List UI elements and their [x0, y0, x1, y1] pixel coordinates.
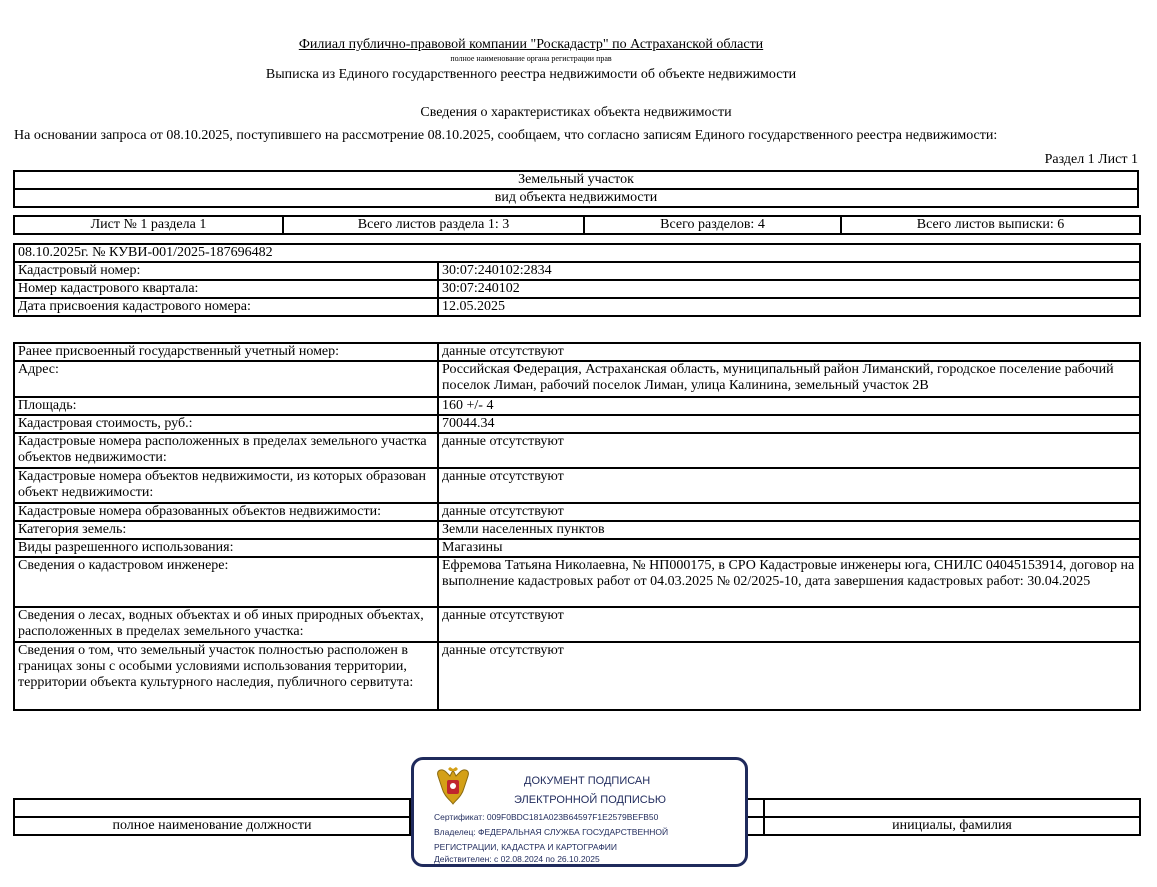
row-label: Сведения о том, что земельный участок полностью расположен в границах зоны с особыми условиями использования территории, территории объекта культурного наследия, публичного сервитута:: [14, 642, 438, 710]
table-row: [14, 361, 1140, 397]
table-row: [14, 557, 1140, 607]
row-label: Кадастровые номера объектов недвижимости, из которых образован объект недвижимости:: [14, 468, 438, 503]
row-value: 70044.34: [438, 415, 1140, 433]
stamp-owner: Владелец: ФЕДЕРАЛЬНАЯ СЛУЖБА ГОСУДАРСТВЕННОЙ: [434, 827, 669, 837]
position-caption: полное наименование должности: [14, 817, 410, 835]
electronic-signature-stamp: [411, 757, 748, 867]
watermark: [828, 735, 843, 789]
table-row: [14, 343, 1140, 361]
document-title: Выписка из Единого государственного реестра недвижимости об объекте недвижимости: [265, 67, 797, 82]
row-label: Кадастровые номера образованных объектов недвижимости:: [14, 503, 438, 521]
organization-caption: полное наименование органа регистрации прав: [450, 54, 612, 63]
cadastral-id-table: [13, 243, 1141, 317]
row-value: 160 +/- 4: [438, 397, 1140, 415]
object-type-caption: вид объекта недвижимости: [14, 189, 1138, 207]
row-value: данные отсутствуют: [438, 468, 1140, 503]
coat-of-arms-icon: [434, 766, 472, 806]
row-label: Адрес:: [14, 361, 438, 397]
stamp-subtitle: ЭЛЕКТРОННОЙ ПОДПИСЬЮ: [514, 794, 667, 806]
row-label: Сведения о кадастровом инженере:: [14, 557, 438, 607]
name-caption: инициалы, фамилия: [764, 817, 1140, 835]
object-type: Земельный участок: [14, 171, 1138, 189]
row-label: Кадастровые номера расположенных в пределах земельного участка объектов недвижимости:: [14, 433, 438, 468]
row-value: 30:07:240102:2834: [438, 262, 1140, 280]
section-sheet-label: Раздел 1 Лист 1: [1044, 152, 1138, 167]
row-label: Кадастровая стоимость, руб.:: [14, 415, 438, 433]
table-row: [14, 298, 1140, 316]
row-label: Виды разрешенного использования:: [14, 539, 438, 557]
row-value: Земли населенных пунктов: [438, 521, 1140, 539]
table-row: [14, 468, 1140, 503]
table-row: [14, 607, 1140, 642]
stamp-validity: Действителен: с 02.08.2024 по 26.10.2025: [434, 854, 600, 864]
table-row: [14, 503, 1140, 521]
row-value: Ефремова Татьяна Николаевна, № НП000175, в СРО Кадастровые инженеры юга, СНИЛС 04045153914, договор на выполнение кадастровых работ от 04.03.2025 № 02/2025-10, дата завершения кадастровых работ: 30.04.2025: [438, 557, 1140, 607]
row-value: данные отсутствуют: [438, 642, 1140, 710]
extract-reference: 08.10.2025г. № КУВИ-001/2025-187696482: [14, 244, 1140, 262]
organization-title: Филиал публично-правовой компании "Роскадастр" по Астраханской области: [298, 37, 764, 52]
name-blank: [764, 799, 1140, 817]
sheet-counts-table: [13, 215, 1141, 235]
stamp-certificate: Сертификат: 009F0BDC181A023B64597F1E2579BEFB50: [434, 812, 659, 822]
extract-sheets-total: Всего листов выписки: 6: [841, 216, 1140, 234]
row-value: 30:07:240102: [438, 280, 1140, 298]
sheet-number: Лист № 1 раздела 1: [14, 216, 283, 234]
table-row: [14, 415, 1140, 433]
row-value: данные отсутствуют: [438, 503, 1140, 521]
row-label: Площадь:: [14, 397, 438, 415]
section-title: Сведения о характеристиках объекта недвижимости: [420, 105, 732, 120]
table-row: [14, 521, 1140, 539]
intro-text: На основании запроса от 08.10.2025, поступившего на рассмотрение 08.10.2025, сообщаем, что согласно записям Единого государственного реестра недвижимости:: [14, 128, 998, 143]
row-label: Номер кадастрового квартала:: [14, 280, 438, 298]
object-type-table: [13, 170, 1139, 208]
table-row: [14, 262, 1140, 280]
row-label: Кадастровый номер:: [14, 262, 438, 280]
row-value: данные отсутствуют: [438, 343, 1140, 361]
row-value: Российская Федерация, Астраханская область, муниципальный район Лиманский, городское поселение рабочий поселок Лиман, рабочий поселок Лиман, улица Калинина, земельный участок 2В: [438, 361, 1140, 397]
table-row: [14, 539, 1140, 557]
row-value: данные отсутствуют: [438, 433, 1140, 468]
table-row: [14, 280, 1140, 298]
row-label: Категория земель:: [14, 521, 438, 539]
row-label: Дата присвоения кадастрового номера:: [14, 298, 438, 316]
stamp-title: ДОКУМЕНТ ПОДПИСАН: [524, 775, 651, 787]
section-sheets-total: Всего листов раздела 1: 3: [283, 216, 584, 234]
row-value: 12.05.2025: [438, 298, 1140, 316]
table-row: [14, 433, 1140, 468]
sections-total: Всего разделов: 4: [584, 216, 841, 234]
stamp-owner-cont: РЕГИСТРАЦИИ, КАДАСТРА И КАРТОГРАФИИ: [434, 842, 617, 852]
row-value: данные отсутствуют: [438, 607, 1140, 642]
row-label: Сведения о лесах, водных объектах и об иных природных объектах, расположенных в пределах земельного участка:: [14, 607, 438, 642]
table-row: [14, 642, 1140, 710]
properties-table: [13, 342, 1141, 711]
row-label: Ранее присвоенный государственный учетный номер:: [14, 343, 438, 361]
position-blank: [14, 799, 410, 817]
table-row: [14, 397, 1140, 415]
row-value: Магазины: [438, 539, 1140, 557]
